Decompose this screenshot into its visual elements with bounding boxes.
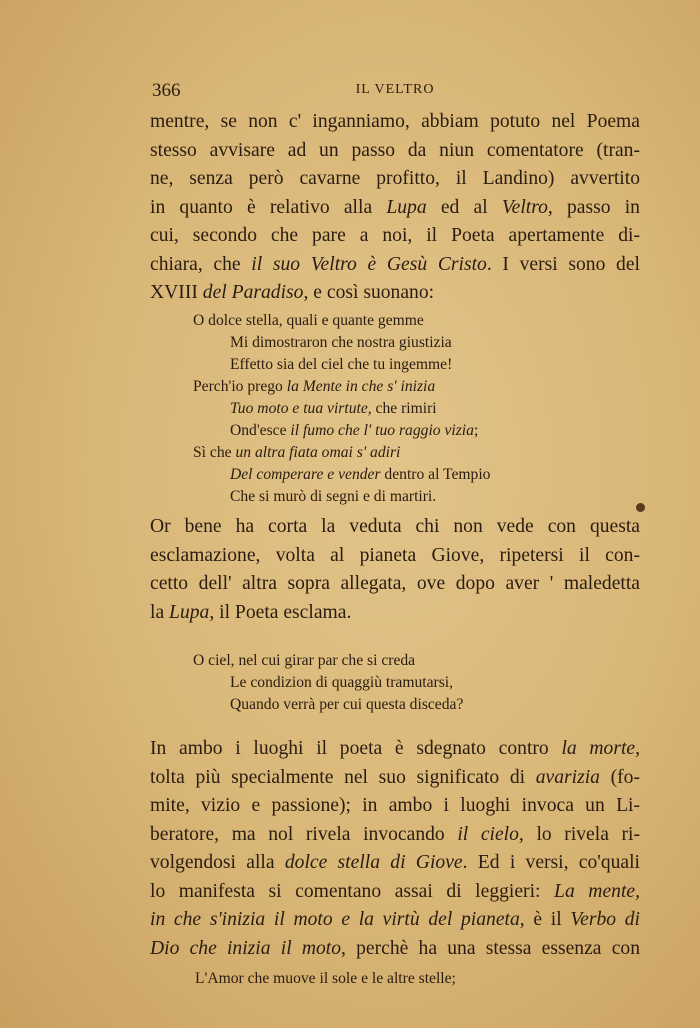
text-run: , passo in xyxy=(547,196,640,218)
text-line xyxy=(150,165,640,194)
verse-line xyxy=(193,442,613,464)
text-run: O dolce stella, quali e quante gemme xyxy=(193,312,424,329)
text-line xyxy=(150,222,640,251)
italic-run: il cielo, xyxy=(457,823,524,845)
italic-run: avarizia xyxy=(535,766,600,788)
text-run: Mi dimostraron che nostra giustizia xyxy=(230,334,452,351)
text-run: cetto dell' altra sopra allegata, ove dopo aver ' maledetta xyxy=(150,573,640,594)
italic-run: il suo Veltro è Gesù Cristo xyxy=(251,253,487,275)
text-run: volgendosi alla xyxy=(150,852,285,873)
text-line xyxy=(150,764,640,793)
ink-spot xyxy=(636,503,645,512)
verse-quotation-1 xyxy=(193,310,613,508)
text-run: O ciel, nel cui girar par che si creda xyxy=(193,652,416,669)
italic-run: Verbo di xyxy=(570,909,640,930)
italic-run: Dio che inizia il moto xyxy=(150,937,342,959)
text-run: ; xyxy=(473,422,479,439)
text-line xyxy=(150,735,640,764)
text-line xyxy=(150,513,640,542)
text-run: in quanto è relativo alla xyxy=(150,196,387,218)
text-run: Or bene ha corta la veduta chi non vede con questa xyxy=(150,516,640,537)
text-run: Quando verrà per cui questa disceda? xyxy=(230,696,464,713)
text-run: . Ed i versi, co'quali xyxy=(462,852,641,873)
verse-line xyxy=(193,486,613,508)
italic-run: Lupa xyxy=(386,196,427,218)
verse-line xyxy=(193,310,613,332)
text-run: Perch'io prego xyxy=(193,378,287,395)
text-run: beratore, ma nol rivela invocando xyxy=(150,823,458,845)
text-run: cui, secondo che pare a noi, il Poeta apertamente di- xyxy=(150,225,640,246)
italic-run: il fumo che l' tuo raggio vizia xyxy=(290,422,474,439)
text-run: , il Poeta esclama. xyxy=(209,601,352,623)
verse-line xyxy=(193,420,613,442)
verse-quotation-2 xyxy=(193,650,613,716)
verse-line-final: L'Amor che muove il sole e le altre stelle; xyxy=(195,970,456,987)
text-run: XVIII xyxy=(150,282,203,303)
italic-run: Tuo moto e tua virtute, xyxy=(230,400,372,417)
text-run: e così suonano: xyxy=(308,282,435,303)
text-line xyxy=(150,137,640,166)
text-line xyxy=(150,194,640,223)
italic-run: dolce stella di Giove xyxy=(284,852,463,873)
running-title: IL VELTRO xyxy=(355,82,435,97)
text-line xyxy=(150,935,640,964)
italic-run: Del comperare e vender xyxy=(230,466,381,483)
paragraph-1 xyxy=(150,108,640,308)
text-line xyxy=(150,570,640,599)
text-run: chiara, che xyxy=(150,253,252,275)
verse-line xyxy=(193,398,613,420)
verse-line xyxy=(193,376,613,398)
page-number: 366 xyxy=(152,80,181,101)
verse-line xyxy=(193,332,613,354)
italic-run: la morte, xyxy=(561,738,640,759)
text-run: Le condizion di quaggiù tramutarsi, xyxy=(230,674,454,691)
text-line xyxy=(150,849,640,878)
text-run: Ond'esce xyxy=(230,422,291,439)
text-line xyxy=(150,599,640,628)
text-run: esclamazione, volta al pianeta Giove, ripetersi il con- xyxy=(150,544,640,566)
text-line xyxy=(150,906,640,935)
text-run: la xyxy=(150,601,170,623)
text-run: tolta più specialmente nel suo significato di xyxy=(150,766,536,788)
paragraph-3 xyxy=(150,735,640,963)
text-run: Effetto sia del ciel che tu ingemme! xyxy=(230,356,453,373)
verse-line xyxy=(193,694,613,716)
italic-run: Lupa xyxy=(169,601,210,623)
text-run: mentre, se non c' inganniamo, abbiam potuto nel Poema xyxy=(150,111,640,132)
text-run: . I versi sono del xyxy=(486,253,640,275)
text-line xyxy=(150,251,640,280)
text-run: , perchè ha una stessa essenza con xyxy=(341,937,640,959)
text-run: , è il xyxy=(519,909,571,930)
text-run: lo rivela ri- xyxy=(523,823,641,845)
verse-line xyxy=(193,672,613,694)
text-line xyxy=(150,821,640,850)
italic-run: in che s'inizia il moto e la virtù del pianeta xyxy=(150,909,520,930)
text-run: ne, senza però cavarne profitto, il Landino) avvertito xyxy=(150,168,640,189)
text-line xyxy=(150,279,640,308)
text-run: lo manifesta si comentano assai di leggieri: xyxy=(150,880,555,902)
text-run: (fo- xyxy=(599,766,640,788)
text-run: Che si murò di segni e di martiri. xyxy=(230,488,437,505)
text-run: Sì che xyxy=(193,444,236,461)
italic-run: un altra fiata omai s' adiri xyxy=(235,444,401,461)
verse-line xyxy=(193,650,613,672)
text-line xyxy=(150,108,640,137)
italic-run: Veltro xyxy=(501,196,548,218)
running-head xyxy=(150,80,640,104)
text-run: dentro al Tempio xyxy=(380,466,491,483)
verse-line xyxy=(193,464,613,486)
text-run: stesso avvisare ad un passo da niun comentatore (tran- xyxy=(150,139,640,161)
text-run: mite, vizio e passione); in ambo i luoghi invoca un Li- xyxy=(150,795,640,816)
verse-line xyxy=(193,354,613,376)
text-line xyxy=(150,792,640,821)
italic-run: La mente, xyxy=(554,880,640,902)
paragraph-2 xyxy=(150,513,640,627)
text-line xyxy=(150,878,640,907)
text-line xyxy=(150,542,640,571)
text-run: che rimiri xyxy=(371,400,437,417)
italic-run: la Mente in che s' inizia xyxy=(286,378,436,395)
text-run: In ambo i luoghi il poeta è sdegnato contro xyxy=(150,738,562,759)
text-run: ed al xyxy=(426,196,502,218)
italic-run: del Paradiso, xyxy=(202,282,309,303)
